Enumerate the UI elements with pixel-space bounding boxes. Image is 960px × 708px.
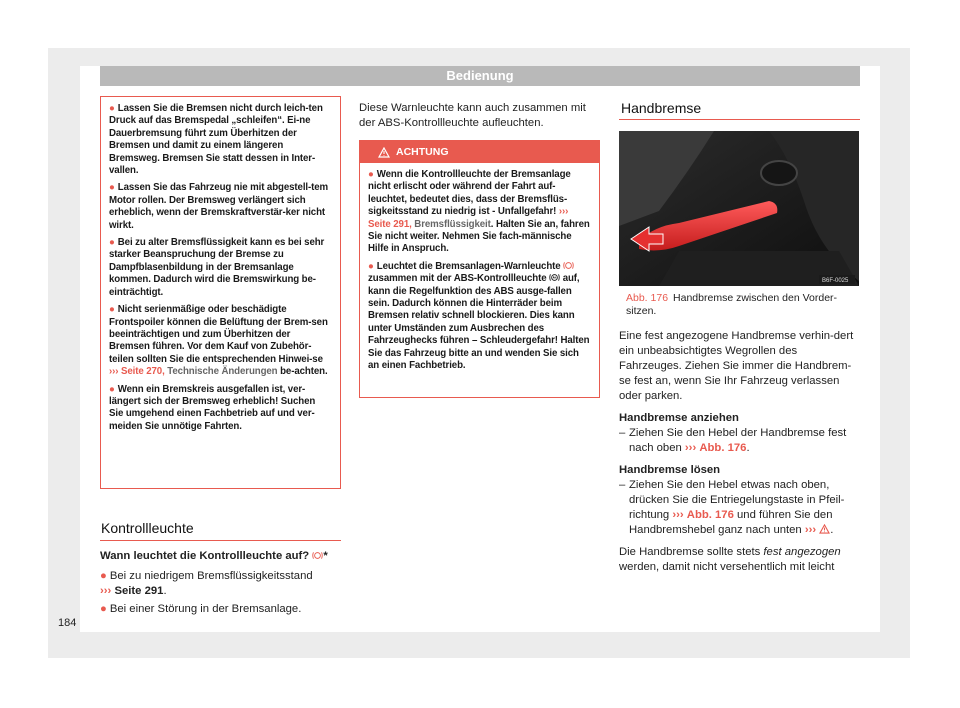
section-title-kontrollleuchte: Kontrollleuchte	[101, 520, 194, 536]
warning-item: ● Wenn ein Bremskreis ausgefallen ist, ver-längert sich der Bremsweg erheblich! Suchen Sie umgehend einen Fachbetrieb auf und ver-meiden Sie unnötige Fahrten.	[109, 383, 316, 432]
abs-warning-icon	[549, 273, 560, 282]
page-header: Bedienung	[100, 66, 860, 86]
handbremse-body	[619, 329, 862, 575]
list-item-ref: ››› Seite 291.	[100, 585, 167, 597]
warning-item: ● Wenn die Kontrollleuchte der Bremsanlage nicht erlischt oder während der Fahrt auf-leuchtet, bedeutet dies, dass der Bremsflüs-sigkeitsstand zu niedrig ist - Unfallgefahr! ››› Seite 291, Bremsflüssigkeit. Halten Sie an, fahren Sie nicht weiter. Nehmen Sie fach-männische Hilfe in Anspruch.	[368, 169, 590, 255]
warning-item: ● Leuchtet die Bremsanlagen-Warnleuchte zusammen mit der ABS-Kontrollleuchte auf, kann die Regelfunktion des ABS ausge-fallen sein. Dadurch können die Hinterräder beim Bremsen relativ schnell blockieren. Dies kann unter Umständen zum Ausbrechen des Fahrzeughecks führen – Schleudergefahr! Halten Sie das Fahrzeug bitte an und wenden Sie sich an einen Fachbetrieb.	[368, 260, 590, 372]
link-seite-291-b[interactable]: Seite 291,	[368, 218, 412, 230]
paragraph: Eine fest angezogene Handbremse verhin-dert ein unbeabsichtigtes Wegrollen des Fahrzeuges. Ziehen Sie immer die Handbrem-se fest an, wenn Sie Ihr Fahrzeug verlassen oder parken.	[619, 330, 854, 402]
kontrollleuchte-body	[100, 549, 342, 617]
step-item: – Ziehen Sie den Hebel etwas nach oben, drücken Sie die Entriegelungstaste in Pfeil-richtung ››› Abb. 176 und führen Sie den Handbremshebel ganz nach unten ››› .	[619, 479, 845, 536]
subheading: Handbremse lösen	[619, 464, 721, 476]
warning-item: ● Lassen Sie das Fahrzeug nie mit abgestell-tem Motor rollen. Der Bremsweg verlängert sich erheblich, wenn der Bremskraftverstär-ker nicht wirkt.	[109, 182, 329, 231]
intro-paragraph: Diese Warnleuchte kann auch zusammen mit der ABS-Kontrollleuchte aufleuchten.	[359, 102, 586, 129]
link-abb-176[interactable]: Abb. 176	[699, 442, 747, 454]
subheading: Handbremse anziehen	[619, 412, 739, 424]
section-rule	[619, 119, 860, 120]
handbrake-photo	[619, 131, 859, 286]
handbrake-illustration	[619, 131, 859, 286]
warning-triangle-icon	[819, 524, 830, 534]
warning-box-brakes	[100, 96, 341, 489]
brake-warning-icon	[563, 261, 574, 270]
figure-label: Abb. 176	[626, 292, 669, 304]
warning-box-achtung	[359, 140, 600, 398]
step-item: – Ziehen Sie den Hebel der Handbremse fest nach oben ››› Abb. 176.	[619, 427, 847, 454]
brake-warning-icon	[312, 551, 323, 560]
list-item: ● Bei zu niedrigem Bremsflüssigkeitsstand	[100, 570, 313, 582]
warning-item: ● Lassen Sie die Bremsen nicht durch leich-ten Druck auf das Bremspedal „schleifen“. Ei-ne Dauerbremsung führt zum Überhitzen der Bremsen und damit zu einem längeren Bremsweg. Bremsen Sie statt dessen in Inter-vallen.	[109, 103, 323, 177]
link-seite-270[interactable]: Seite 270,	[120, 366, 165, 378]
section-title-handbremse: Handbremse	[621, 100, 702, 116]
warning-item: ● Bei zu alter Bremsflüssigkeit kann es bei sehr starker Beanspruchung der Bremse zu Dampfblasenbildung in der Bremsanlage kommen. Dadurch wird die Bremswirkung be-einträchtigt.	[109, 237, 325, 298]
question-heading: Wann leuchtet die Kontrollleuchte auf? *	[100, 550, 328, 562]
warning-triangle-icon	[378, 147, 390, 158]
link-seite-291[interactable]: Seite 291	[114, 585, 164, 597]
figure-caption: Abb. 176 Handbremse zwischen den Vorder-sitzen.	[626, 292, 838, 317]
link-abb-176-b[interactable]: Abb. 176	[686, 509, 734, 521]
achtung-header: ACHTUNG	[360, 141, 599, 163]
section-rule	[100, 540, 341, 541]
paragraph: Die Handbremse sollte stets fest angezogen werden, damit nicht versehentlich mit leicht	[619, 546, 841, 573]
page-number: 184	[58, 617, 77, 629]
warning-item: ● Nicht serienmäßige oder beschädigte Frontspoiler können die Belüftung der Brem-sen beeinträchtigen und zum Überhitzen der Bremsen führen. Vor dem Kauf von Zubehör-teilen sollten Sie die entsprechenden Hinwei-se ››› Seite 270, Technische Änderungen be-achten.	[109, 304, 328, 378]
image-code: B6F-0025	[822, 278, 849, 284]
list-item: ● Bei einer Störung in der Bremsanlage.	[100, 603, 302, 615]
